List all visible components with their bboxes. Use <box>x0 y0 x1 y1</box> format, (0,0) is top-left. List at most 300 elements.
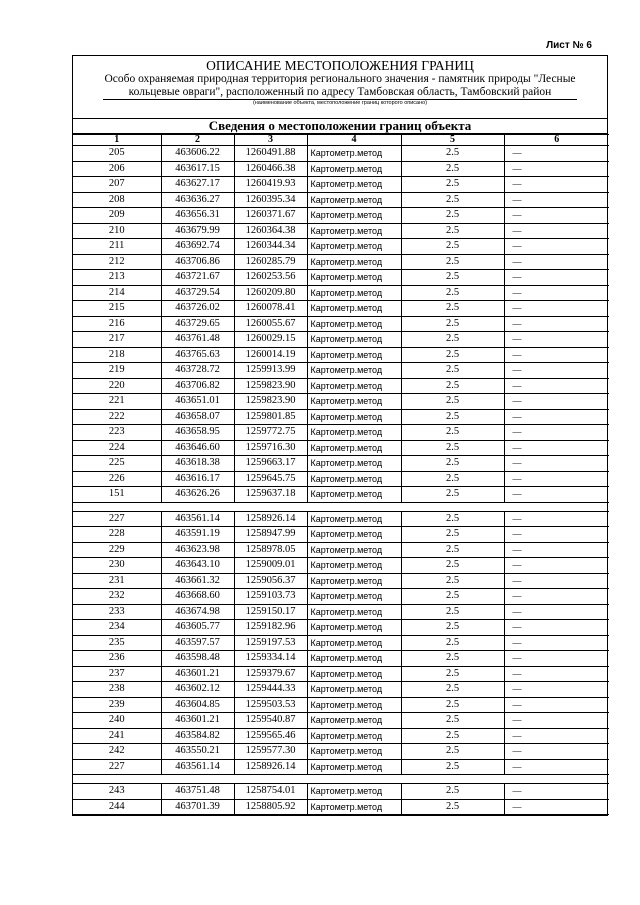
accuracy-cell: 2.5 <box>401 713 504 729</box>
accuracy-cell: 2.5 <box>401 316 504 332</box>
description-cell: — <box>504 440 609 456</box>
y-coordinate-cell: 1259772.75 <box>234 425 307 441</box>
point-number-cell: 220 <box>73 378 161 394</box>
point-number-cell: 227 <box>73 511 161 527</box>
method-cell: Картометр.метод <box>307 177 401 193</box>
point-number-cell: 212 <box>73 254 161 270</box>
point-number-cell: 213 <box>73 270 161 286</box>
accuracy-cell: 2.5 <box>401 177 504 193</box>
accuracy-cell: 2.5 <box>401 223 504 239</box>
table-row <box>73 744 609 760</box>
contour-separator-row <box>73 775 609 784</box>
accuracy-cell: 2.5 <box>401 285 504 301</box>
accuracy-cell: 2.5 <box>401 332 504 348</box>
y-coordinate-cell: 1259663.17 <box>234 456 307 472</box>
x-coordinate-cell: 463602.12 <box>161 682 234 698</box>
y-coordinate-cell: 1259009.01 <box>234 558 307 574</box>
accuracy-cell: 2.5 <box>401 347 504 363</box>
method-cell: Картометр.метод <box>307 223 401 239</box>
method-cell: Картометр.метод <box>307 744 401 760</box>
x-coordinate-cell: 463651.01 <box>161 394 234 410</box>
y-coordinate-cell: 1260364.38 <box>234 223 307 239</box>
description-cell: — <box>504 409 609 425</box>
description-cell: — <box>504 177 609 193</box>
description-cell: — <box>504 799 609 815</box>
table-row <box>73 784 609 800</box>
description-cell: — <box>504 542 609 558</box>
table-row <box>73 177 609 193</box>
method-cell: Картометр.метод <box>307 799 401 815</box>
table-row <box>73 332 609 348</box>
x-coordinate-cell: 463679.99 <box>161 223 234 239</box>
point-number-cell: 231 <box>73 573 161 589</box>
point-number-cell: 223 <box>73 425 161 441</box>
y-coordinate-cell: 1258978.05 <box>234 542 307 558</box>
description-cell: — <box>504 728 609 744</box>
boundary-description-document <box>72 55 608 816</box>
y-coordinate-cell: 1260253.56 <box>234 270 307 286</box>
description-cell: — <box>504 635 609 651</box>
y-coordinate-cell: 1260491.88 <box>234 146 307 162</box>
y-coordinate-cell: 1258754.01 <box>234 784 307 800</box>
method-cell: Картометр.метод <box>307 192 401 208</box>
table-row <box>73 254 609 270</box>
x-coordinate-cell: 463765.63 <box>161 347 234 363</box>
document-title: ОПИСАНИЕ МЕСТОПОЛОЖЕНИЯ ГРАНИЦ <box>206 58 474 73</box>
x-coordinate-cell: 463706.82 <box>161 378 234 394</box>
x-coordinate-cell: 463623.98 <box>161 542 234 558</box>
table-row <box>73 728 609 744</box>
method-cell: Картометр.метод <box>307 527 401 543</box>
y-coordinate-cell: 1259913.99 <box>234 363 307 379</box>
document-header <box>73 56 607 119</box>
description-cell: — <box>504 270 609 286</box>
accuracy-cell: 2.5 <box>401 573 504 589</box>
y-coordinate-cell: 1260285.79 <box>234 254 307 270</box>
table-row <box>73 394 609 410</box>
object-caption: (наименование объекта, местоположение границ которого описано) <box>103 99 577 107</box>
accuracy-cell: 2.5 <box>401 487 504 503</box>
description-cell: — <box>504 254 609 270</box>
section-title: Сведения о местоположении границ объекта <box>73 119 607 134</box>
method-cell: Картометр.метод <box>307 728 401 744</box>
y-coordinate-cell: 1259637.18 <box>234 487 307 503</box>
column-header: 4 <box>307 135 401 146</box>
method-cell: Картометр.метод <box>307 682 401 698</box>
description-cell: — <box>504 363 609 379</box>
y-coordinate-cell: 1260055.67 <box>234 316 307 332</box>
column-header: 1 <box>73 135 161 146</box>
method-cell: Картометр.метод <box>307 239 401 255</box>
point-number-cell: 239 <box>73 697 161 713</box>
method-cell: Картометр.метод <box>307 409 401 425</box>
accuracy-cell: 2.5 <box>401 666 504 682</box>
accuracy-cell: 2.5 <box>401 799 504 815</box>
description-cell: — <box>504 378 609 394</box>
y-coordinate-cell: 1259056.37 <box>234 573 307 589</box>
method-cell: Картометр.метод <box>307 161 401 177</box>
table-row <box>73 589 609 605</box>
x-coordinate-cell: 463674.98 <box>161 604 234 620</box>
method-cell: Картометр.метод <box>307 635 401 651</box>
x-coordinate-cell: 463728.72 <box>161 363 234 379</box>
table-row <box>73 316 609 332</box>
accuracy-cell: 2.5 <box>401 697 504 713</box>
y-coordinate-cell: 1259645.75 <box>234 471 307 487</box>
method-cell: Картометр.метод <box>307 573 401 589</box>
x-coordinate-cell: 463605.77 <box>161 620 234 636</box>
method-cell: Картометр.метод <box>307 394 401 410</box>
y-coordinate-cell: 1259503.53 <box>234 697 307 713</box>
accuracy-cell: 2.5 <box>401 192 504 208</box>
accuracy-cell: 2.5 <box>401 589 504 605</box>
column-header: 6 <box>504 135 609 146</box>
description-cell: — <box>504 347 609 363</box>
accuracy-cell: 2.5 <box>401 759 504 775</box>
accuracy-cell: 2.5 <box>401 682 504 698</box>
method-cell: Картометр.метод <box>307 487 401 503</box>
y-coordinate-cell: 1259444.33 <box>234 682 307 698</box>
point-number-cell: 210 <box>73 223 161 239</box>
object-description-line-1: Особо охраняемая природная территория регионального значения - памятник природы "Лесные <box>104 73 576 85</box>
description-cell: — <box>504 285 609 301</box>
table-row <box>73 223 609 239</box>
x-coordinate-cell: 463626.26 <box>161 487 234 503</box>
point-number-cell: 222 <box>73 409 161 425</box>
x-coordinate-cell: 463692.74 <box>161 239 234 255</box>
point-number-cell: 244 <box>73 799 161 815</box>
description-cell: — <box>504 759 609 775</box>
y-coordinate-cell: 1260395.34 <box>234 192 307 208</box>
method-cell: Картометр.метод <box>307 208 401 224</box>
x-coordinate-cell: 463601.21 <box>161 713 234 729</box>
point-number-cell: 237 <box>73 666 161 682</box>
description-cell: — <box>504 239 609 255</box>
method-cell: Картометр.метод <box>307 713 401 729</box>
accuracy-cell: 2.5 <box>401 456 504 472</box>
sheet-number: Лист № 6 <box>546 40 592 51</box>
accuracy-cell: 2.5 <box>401 471 504 487</box>
table-row <box>73 542 609 558</box>
y-coordinate-cell: 1259565.46 <box>234 728 307 744</box>
point-number-cell: 238 <box>73 682 161 698</box>
method-cell: Картометр.метод <box>307 270 401 286</box>
description-cell: — <box>504 620 609 636</box>
table-row <box>73 635 609 651</box>
accuracy-cell: 2.5 <box>401 239 504 255</box>
table-row <box>73 487 609 503</box>
accuracy-cell: 2.5 <box>401 542 504 558</box>
method-cell: Картометр.метод <box>307 651 401 667</box>
x-coordinate-cell: 463598.48 <box>161 651 234 667</box>
x-coordinate-cell: 463726.02 <box>161 301 234 317</box>
separator-cell <box>73 775 609 784</box>
description-cell: — <box>504 573 609 589</box>
accuracy-cell: 2.5 <box>401 161 504 177</box>
accuracy-cell: 2.5 <box>401 635 504 651</box>
point-number-cell: 218 <box>73 347 161 363</box>
description-cell: — <box>504 487 609 503</box>
description-cell: — <box>504 456 609 472</box>
x-coordinate-cell: 463661.32 <box>161 573 234 589</box>
x-coordinate-cell: 463656.31 <box>161 208 234 224</box>
x-coordinate-cell: 463729.65 <box>161 316 234 332</box>
x-coordinate-cell: 463617.15 <box>161 161 234 177</box>
point-number-cell: 211 <box>73 239 161 255</box>
description-cell: — <box>504 223 609 239</box>
point-number-cell: 240 <box>73 713 161 729</box>
description-cell: — <box>504 332 609 348</box>
y-coordinate-cell: 1259716.30 <box>234 440 307 456</box>
description-cell: — <box>504 511 609 527</box>
table-row <box>73 146 609 162</box>
accuracy-cell: 2.5 <box>401 440 504 456</box>
method-cell: Картометр.метод <box>307 378 401 394</box>
point-number-cell: 241 <box>73 728 161 744</box>
point-number-cell: 206 <box>73 161 161 177</box>
description-cell: — <box>504 208 609 224</box>
accuracy-cell: 2.5 <box>401 784 504 800</box>
coordinates-table-body <box>73 135 609 815</box>
method-cell: Картометр.метод <box>307 254 401 270</box>
table-row <box>73 527 609 543</box>
y-coordinate-cell: 1259823.90 <box>234 394 307 410</box>
x-coordinate-cell: 463636.27 <box>161 192 234 208</box>
accuracy-cell: 2.5 <box>401 527 504 543</box>
method-cell: Картометр.метод <box>307 471 401 487</box>
accuracy-cell: 2.5 <box>401 604 504 620</box>
table-row <box>73 620 609 636</box>
accuracy-cell: 2.5 <box>401 394 504 410</box>
method-cell: Картометр.метод <box>307 363 401 379</box>
table-row <box>73 651 609 667</box>
x-coordinate-cell: 463646.60 <box>161 440 234 456</box>
x-coordinate-cell: 463668.60 <box>161 589 234 605</box>
point-number-cell: 205 <box>73 146 161 162</box>
method-cell: Картометр.метод <box>307 456 401 472</box>
method-cell: Картометр.метод <box>307 511 401 527</box>
y-coordinate-cell: 1258926.14 <box>234 511 307 527</box>
x-coordinate-cell: 463701.39 <box>161 799 234 815</box>
point-number-cell: 235 <box>73 635 161 651</box>
table-row <box>73 301 609 317</box>
x-coordinate-cell: 463658.07 <box>161 409 234 425</box>
table-row <box>73 713 609 729</box>
method-cell: Картометр.метод <box>307 440 401 456</box>
x-coordinate-cell: 463597.57 <box>161 635 234 651</box>
method-cell: Картометр.метод <box>307 347 401 363</box>
x-coordinate-cell: 463706.86 <box>161 254 234 270</box>
y-coordinate-cell: 1259150.17 <box>234 604 307 620</box>
table-row <box>73 192 609 208</box>
description-cell: — <box>504 682 609 698</box>
description-cell: — <box>504 651 609 667</box>
contour-separator-row <box>73 502 609 511</box>
point-number-cell: 228 <box>73 527 161 543</box>
description-cell: — <box>504 697 609 713</box>
y-coordinate-cell: 1259182.96 <box>234 620 307 636</box>
accuracy-cell: 2.5 <box>401 425 504 441</box>
description-cell: — <box>504 744 609 760</box>
method-cell: Картометр.метод <box>307 620 401 636</box>
object-description-line-2: кольцевые овраги", расположенный по адресу Тамбовская область, Тамбовский район <box>128 86 552 98</box>
description-cell: — <box>504 713 609 729</box>
point-number-cell: 233 <box>73 604 161 620</box>
x-coordinate-cell: 463591.19 <box>161 527 234 543</box>
accuracy-cell: 2.5 <box>401 208 504 224</box>
point-number-cell: 224 <box>73 440 161 456</box>
method-cell: Картометр.метод <box>307 301 401 317</box>
description-cell: — <box>504 316 609 332</box>
description-cell: — <box>504 784 609 800</box>
y-coordinate-cell: 1260466.38 <box>234 161 307 177</box>
table-row <box>73 697 609 713</box>
method-cell: Картометр.метод <box>307 784 401 800</box>
point-number-cell: 214 <box>73 285 161 301</box>
method-cell: Картометр.метод <box>307 285 401 301</box>
description-cell: — <box>504 394 609 410</box>
accuracy-cell: 2.5 <box>401 651 504 667</box>
table-row <box>73 511 609 527</box>
method-cell: Картометр.метод <box>307 425 401 441</box>
table-row <box>73 363 609 379</box>
y-coordinate-cell: 1260014.19 <box>234 347 307 363</box>
table-row <box>73 440 609 456</box>
y-coordinate-cell: 1259197.53 <box>234 635 307 651</box>
x-coordinate-cell: 463627.17 <box>161 177 234 193</box>
method-cell: Картометр.метод <box>307 666 401 682</box>
accuracy-cell: 2.5 <box>401 363 504 379</box>
y-coordinate-cell: 1259334.14 <box>234 651 307 667</box>
y-coordinate-cell: 1258926.14 <box>234 759 307 775</box>
accuracy-cell: 2.5 <box>401 270 504 286</box>
x-coordinate-cell: 463550.21 <box>161 744 234 760</box>
accuracy-cell: 2.5 <box>401 409 504 425</box>
point-number-cell: 227 <box>73 759 161 775</box>
table-row <box>73 347 609 363</box>
table-row <box>73 682 609 698</box>
table-row <box>73 270 609 286</box>
table-row <box>73 239 609 255</box>
point-number-cell: 215 <box>73 301 161 317</box>
y-coordinate-cell: 1260344.34 <box>234 239 307 255</box>
point-number-cell: 217 <box>73 332 161 348</box>
description-cell: — <box>504 471 609 487</box>
description-cell: — <box>504 527 609 543</box>
point-number-cell: 209 <box>73 208 161 224</box>
y-coordinate-cell: 1260371.67 <box>234 208 307 224</box>
y-coordinate-cell: 1258805.92 <box>234 799 307 815</box>
point-number-cell: 221 <box>73 394 161 410</box>
y-coordinate-cell: 1258947.99 <box>234 527 307 543</box>
point-number-cell: 236 <box>73 651 161 667</box>
point-number-cell: 151 <box>73 487 161 503</box>
table-row <box>73 799 609 815</box>
x-coordinate-cell: 463721.67 <box>161 270 234 286</box>
table-row <box>73 378 609 394</box>
table-row <box>73 425 609 441</box>
description-cell: — <box>504 192 609 208</box>
x-coordinate-cell: 463561.14 <box>161 759 234 775</box>
point-number-cell: 226 <box>73 471 161 487</box>
method-cell: Картометр.метод <box>307 146 401 162</box>
point-number-cell: 232 <box>73 589 161 605</box>
column-header: 3 <box>234 135 307 146</box>
point-number-cell: 242 <box>73 744 161 760</box>
accuracy-cell: 2.5 <box>401 620 504 636</box>
description-cell: — <box>504 425 609 441</box>
description-cell: — <box>504 146 609 162</box>
table-row <box>73 573 609 589</box>
point-number-cell: 243 <box>73 784 161 800</box>
accuracy-cell: 2.5 <box>401 254 504 270</box>
description-cell: — <box>504 666 609 682</box>
description-cell: — <box>504 604 609 620</box>
accuracy-cell: 2.5 <box>401 744 504 760</box>
description-cell: — <box>504 558 609 574</box>
y-coordinate-cell: 1260078.41 <box>234 301 307 317</box>
accuracy-cell: 2.5 <box>401 558 504 574</box>
y-coordinate-cell: 1260419.93 <box>234 177 307 193</box>
method-cell: Картометр.метод <box>307 589 401 605</box>
x-coordinate-cell: 463616.17 <box>161 471 234 487</box>
x-coordinate-cell: 463761.48 <box>161 332 234 348</box>
description-cell: — <box>504 589 609 605</box>
y-coordinate-cell: 1259823.90 <box>234 378 307 394</box>
method-cell: Картометр.метод <box>307 316 401 332</box>
point-number-cell: 216 <box>73 316 161 332</box>
table-row <box>73 558 609 574</box>
x-coordinate-cell: 463561.14 <box>161 511 234 527</box>
accuracy-cell: 2.5 <box>401 511 504 527</box>
table-row <box>73 409 609 425</box>
method-cell: Картометр.метод <box>307 332 401 348</box>
point-number-cell: 208 <box>73 192 161 208</box>
table-row <box>73 759 609 775</box>
method-cell: Картометр.метод <box>307 759 401 775</box>
point-number-cell: 219 <box>73 363 161 379</box>
x-coordinate-cell: 463604.85 <box>161 697 234 713</box>
x-coordinate-cell: 463618.38 <box>161 456 234 472</box>
coordinates-table <box>73 134 609 815</box>
table-row <box>73 161 609 177</box>
column-header: 2 <box>161 135 234 146</box>
description-cell: — <box>504 301 609 317</box>
x-coordinate-cell: 463729.54 <box>161 285 234 301</box>
point-number-cell: 234 <box>73 620 161 636</box>
table-row <box>73 285 609 301</box>
accuracy-cell: 2.5 <box>401 301 504 317</box>
x-coordinate-cell: 463601.21 <box>161 666 234 682</box>
y-coordinate-cell: 1259577.30 <box>234 744 307 760</box>
point-number-cell: 229 <box>73 542 161 558</box>
description-cell: — <box>504 161 609 177</box>
y-coordinate-cell: 1259379.67 <box>234 666 307 682</box>
separator-cell <box>73 502 609 511</box>
y-coordinate-cell: 1259801.85 <box>234 409 307 425</box>
x-coordinate-cell: 463643.10 <box>161 558 234 574</box>
x-coordinate-cell: 463606.22 <box>161 146 234 162</box>
x-coordinate-cell: 463658.95 <box>161 425 234 441</box>
method-cell: Картометр.метод <box>307 697 401 713</box>
point-number-cell: 225 <box>73 456 161 472</box>
y-coordinate-cell: 1260029.15 <box>234 332 307 348</box>
accuracy-cell: 2.5 <box>401 378 504 394</box>
y-coordinate-cell: 1260209.80 <box>234 285 307 301</box>
x-coordinate-cell: 463751.48 <box>161 784 234 800</box>
point-number-cell: 207 <box>73 177 161 193</box>
accuracy-cell: 2.5 <box>401 146 504 162</box>
